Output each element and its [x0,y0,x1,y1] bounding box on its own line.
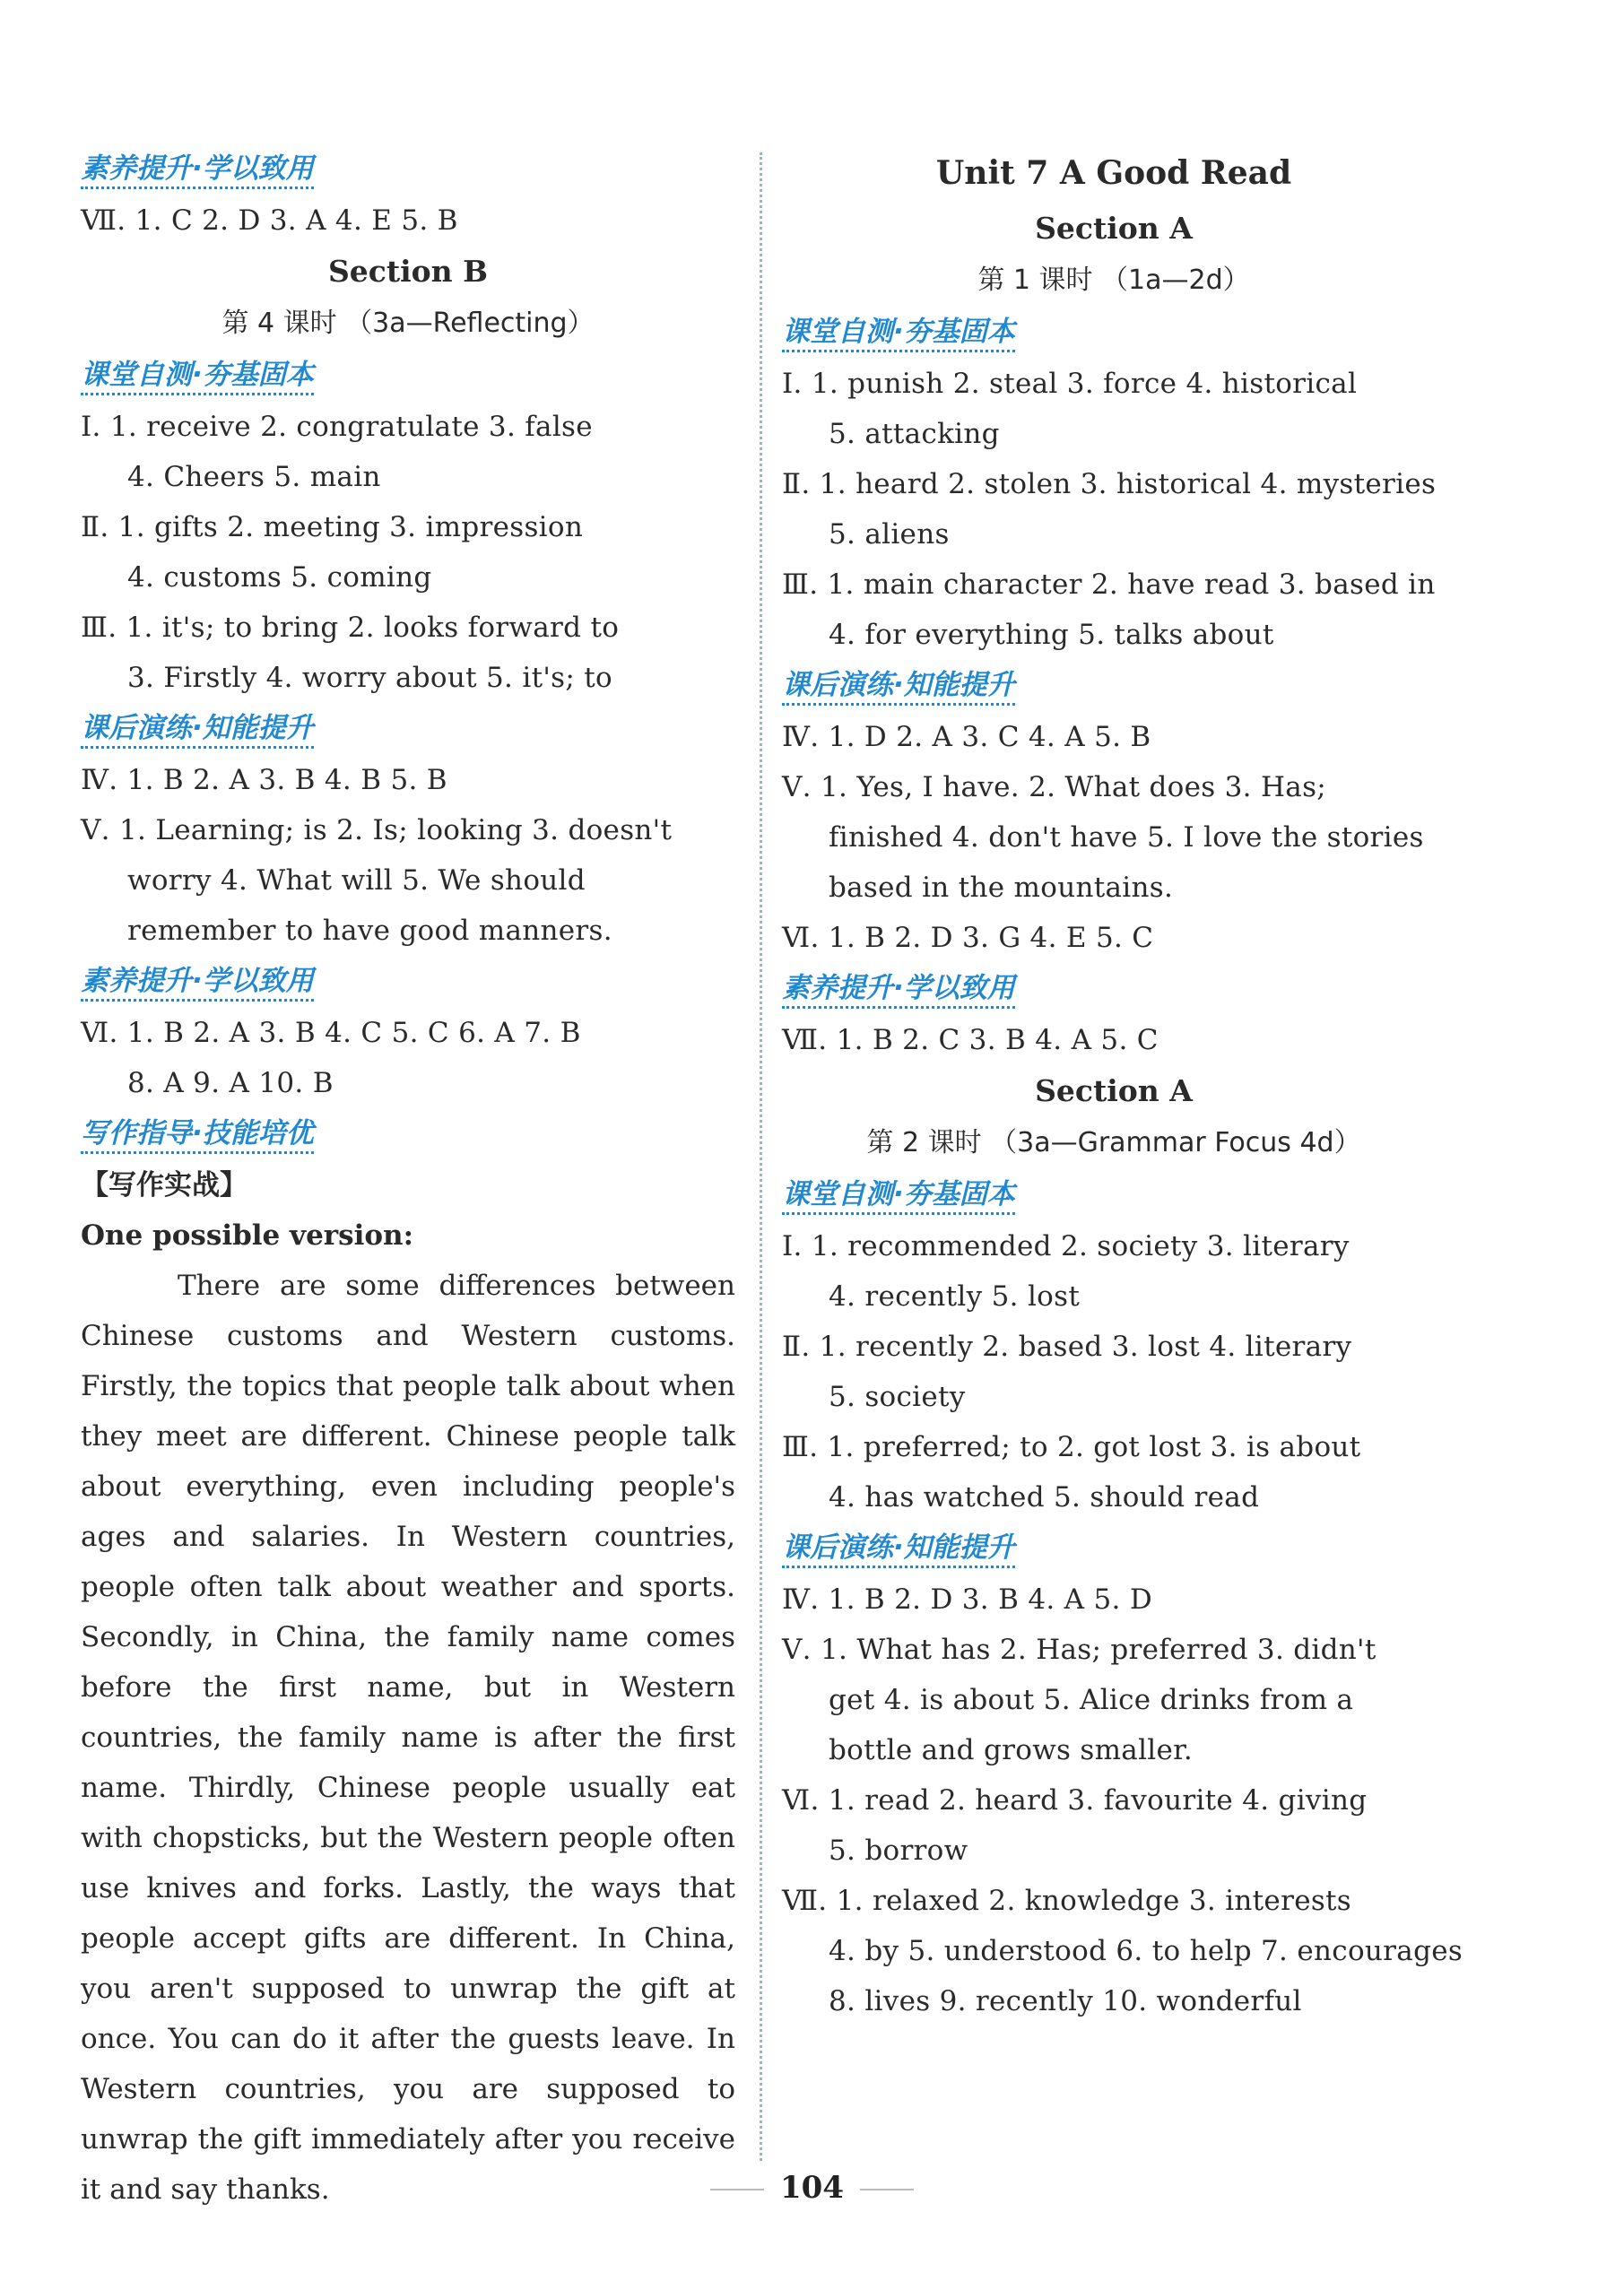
answer-line: 4. by 5. understood 6. to help 7. encourages [829,1935,1463,1967]
answer-line: remember to have good manners. [127,915,612,947]
answer-line: Ⅱ. 1. heard 2. stolen 3. historical 4. mysteries [782,468,1437,500]
answer-line: 8. A 9. A 10. B [127,1067,334,1099]
answer-line: Ⅲ. 1. main character 2. have read 3. based in [782,568,1436,601]
section-banner: 课堂自测·夯基固本 [81,350,735,402]
section-banner: 课后演练·知能提升 [782,1522,1446,1574]
answer-line: Ⅱ. 1. recently 2. based 3. lost 4. literary [782,1331,1352,1363]
answer-line: 4. customs 5. coming [127,561,432,594]
answer-line: Ⅵ. 1. B 2. A 3. B 4. C 5. C 6. A 7. B [81,1017,581,1049]
answer-line: 5. society [829,1381,966,1413]
section-heading: Section A [1035,211,1193,246]
answer-line: 5. borrow [829,1835,968,1867]
answer-line: Ⅴ. 1. What has 2. Has; preferred 3. didn't [782,1634,1376,1666]
lesson-heading: 第 4 课时 （3a—Reflecting） [221,308,595,339]
answer-line: Ⅶ. 1. B 2. C 3. B 4. A 5. C [782,1024,1159,1056]
page-footer [0,2170,1624,2206]
section-banner: 课堂自测·夯基固本 [782,307,1446,359]
lesson-heading: 第 2 课时 （3a—Grammar Focus 4d） [866,1127,1361,1158]
section-banner: 课后演练·知能提升 [782,660,1446,712]
column-divider [760,152,762,2161]
sample-version-label: One possible version: [81,1219,414,1252]
answer-line: Ⅶ. 1. C 2. D 3. A 4. E 5. B [81,204,458,237]
answer-line: 5. aliens [829,518,950,551]
section-banner: 素养提升·学以致用 [81,956,735,1008]
answer-line: Ⅲ. 1. preferred; to 2. got lost 3. is about [782,1431,1361,1463]
answer-line: Ⅴ. 1. Learning; is 2. Is; looking 3. doesn't [81,814,673,846]
answer-line: Ⅵ. 1. B 2. D 3. G 4. E 5. C [782,922,1154,954]
answer-line: bottle and grows smaller. [829,1734,1194,1766]
answer-line: 4. recently 5. lost [829,1280,1081,1313]
section-heading: Section B [327,254,489,289]
answer-line: 8. lives 9. recently 10. wonderful [829,1985,1302,2017]
writing-practice-label: 【写作实战】 [81,1169,248,1201]
answer-line: 5. attacking [829,418,1000,450]
section-banner: 素养提升·学以致用 [782,963,1446,1015]
answer-line: Ⅳ. 1. B 2. D 3. B 4. A 5. D [782,1583,1153,1616]
answer-line: 4. Cheers 5. main [127,461,381,493]
section-heading: Section A [1035,1073,1193,1108]
answer-line: Ⅰ. 1. recommended 2. society 3. literary [782,1230,1350,1262]
answer-line: Ⅳ. 1. D 2. A 3. C 4. A 5. B [782,721,1151,753]
answer-line: 3. Firstly 4. worry about 5. it's; to [127,662,612,694]
page-number: 104 [780,2170,844,2206]
section-banner: 课堂自测·夯基固本 [782,1169,1446,1221]
left-column [81,143,735,2215]
answer-line: finished 4. don't have 5. I love the stories [829,821,1424,854]
right-column [782,143,1463,2026]
answer-line: based in the mountains. [829,872,1174,904]
answer-line: Ⅲ. 1. it's; to bring 2. looks forward to [81,612,620,644]
answer-line: get 4. is about 5. Alice drinks from a [829,1684,1354,1716]
answer-line: 4. for everything 5. talks about [829,619,1274,651]
answer-line: Ⅰ. 1. punish 2. steal 3. force 4. historical [782,368,1358,400]
sample-essay: There are some differences between Chinese customs and Western customs. Firstly, the topics that people talk about when they meet are different. Chinese people talk about everything, even including people's ages and salaries. In Western countries, people often talk about weather and sports. Secondly, in China, the family name comes before the first name, but in Western countries, the family name is after the first name. Thirdly, Chinese people usually eat with chopsticks, but the Western people often use knives and forks. Lastly, the ways that people accept gifts are different. In China, you aren't supposed to unwrap the gift at once. You can do it after the guests leave. In Western countries, you are supposed to unwrap the gift immediately after you receive it and say thanks. [81,1270,735,2206]
lesson-heading: 第 1 课时 （1a—2d） [977,265,1250,296]
answer-line: Ⅶ. 1. relaxed 2. knowledge 3. interests [782,1885,1352,1917]
answer-line: Ⅱ. 1. gifts 2. meeting 3. impression [81,511,584,543]
footer-rule [860,2189,914,2190]
answer-line: Ⅰ. 1. receive 2. congratulate 3. false [81,411,593,443]
answer-line: worry 4. What will 5. We should [127,864,586,897]
answer-line: Ⅳ. 1. B 2. A 3. B 4. B 5. B [81,764,447,796]
section-banner: 素养提升·学以致用 [81,143,735,195]
answer-line: Ⅴ. 1. Yes, I have. 2. What does 3. Has; [782,771,1327,803]
section-banner: 课后演练·知能提升 [81,703,735,755]
section-banner: 写作指导·技能培优 [81,1108,735,1160]
unit-title: Unit 7 A Good Read [935,154,1292,192]
answer-line: 4. has watched 5. should read [829,1481,1260,1514]
footer-rule [710,2189,764,2190]
answer-line: Ⅵ. 1. read 2. heard 3. favourite 4. giving [782,1784,1368,1817]
